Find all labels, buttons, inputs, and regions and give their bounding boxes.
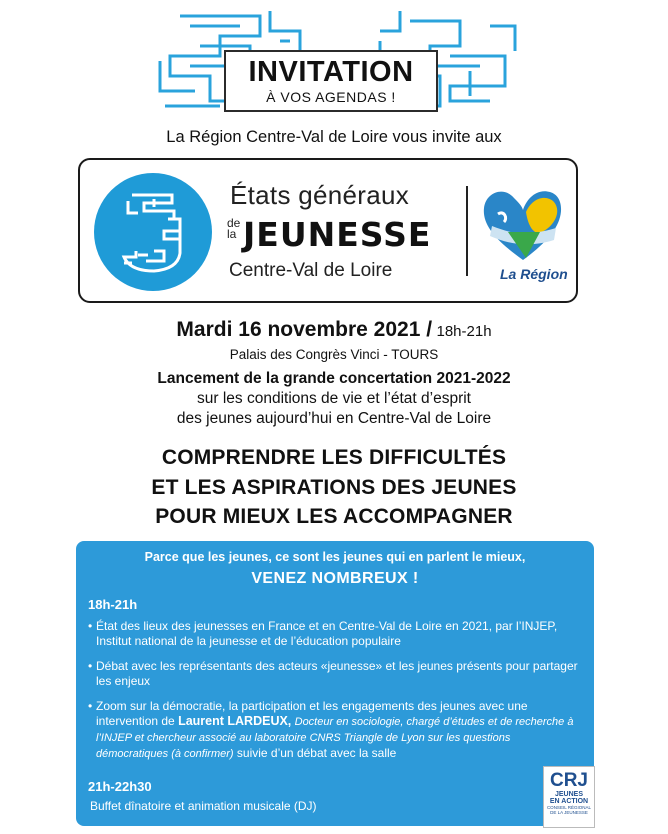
crj-line-4: DE LA JEUNESSE [550, 810, 588, 815]
crj-line-1: JEUNES [554, 791, 583, 798]
panel-intro: Parce que les jeunes, ce sont les jeunes qui en parlent le mieux, [144, 550, 526, 564]
headline-line-3: POUR MIEUX LES ACCOMPAGNER [155, 505, 513, 528]
crj-line-3: CONSEIL RÉGIONAL [546, 805, 592, 810]
crj-line-2: EN ACTION [549, 798, 589, 805]
program-bullet-3 [88, 699, 578, 762]
region-heart-logo-icon [478, 182, 568, 268]
launch-subtitle-2: des jeunes aujourd’hui en Centre-Val de Loire [176, 410, 492, 427]
invite-line: La Région Centre-Val de Loire vous invite aux [166, 128, 502, 146]
bullet-3-outro: suivie d’un débat avec la salle [236, 746, 397, 760]
crj-letters: CRJ [549, 770, 588, 791]
headline-line-2: ET LES ASPIRATIONS DES JEUNES [151, 476, 517, 499]
invitation-subtitle: À VOS AGENDAS ! [266, 89, 396, 105]
panel-call-to-action: VENEZ NOMBREUX ! [251, 570, 419, 587]
speaker-detail: Docteur en sociologie, chargé d’études et de recherche à l’INJEP et chercheur associé au laboratoire CNRS Triangle de Lyon sur les questions démocratiques (à confirmer) [96, 716, 574, 760]
event-title-region: Centre-Val de Loire [229, 260, 393, 281]
invitation-box [224, 50, 438, 112]
event-date: Mardi 16 novembre 2021 / [176, 318, 433, 341]
bullet-3-intro: Zoom sur la démocratie, la participation et les engagements des jeunes avec une intervention de [96, 699, 528, 728]
bullet-dot-icon: • [88, 659, 93, 673]
bullet-dot-icon: • [88, 699, 93, 713]
crj-logo-badge [543, 766, 595, 828]
bullet-dot-icon: • [88, 619, 93, 633]
launch-subtitle-1: sur les conditions de vie et l’état d’esprit [197, 390, 471, 407]
section-time-2: 21h-22h30 [88, 779, 152, 794]
event-title: États généraux [230, 180, 410, 210]
event-logo-banner [78, 158, 578, 303]
invitation-title: INVITATION [248, 56, 414, 88]
jeunesse-logo-circle [94, 173, 212, 291]
buffet-text: Buffet dînatoire et animation musicale (DJ) [90, 799, 317, 813]
headline-line-1: COMPRENDRE LES DIFFICULTÉS [161, 446, 507, 469]
region-logo-text: La Région [500, 266, 568, 282]
maze-j-icon [94, 173, 212, 291]
event-time: 18h-21h [436, 323, 492, 340]
event-date-line [0, 318, 668, 342]
banner-divider [466, 186, 468, 276]
event-title-de-la: de la [227, 216, 241, 241]
event-title-jeunesse: JEUNESSE [243, 215, 432, 254]
program-bullet-2: • Débat avec les représentants des acteurs «jeunesse» et les jeunes présents pour partager les enjeux [88, 659, 578, 688]
event-venue: Palais des Congrès Vinci - TOURS [229, 347, 439, 362]
program-panel [76, 541, 594, 826]
launch-title: Lancement de la grande concertation 2021-2022 [157, 370, 511, 387]
speaker-name: Laurent LARDEUX, [178, 714, 292, 728]
section-time-1: 18h-21h [88, 597, 138, 612]
program-bullet-1: • État des lieux des jeunesses en France et en Centre-Val de Loire en 2021, par l’INJEP, Institut national de la jeunesse et de l’éducation populaire [88, 619, 558, 648]
